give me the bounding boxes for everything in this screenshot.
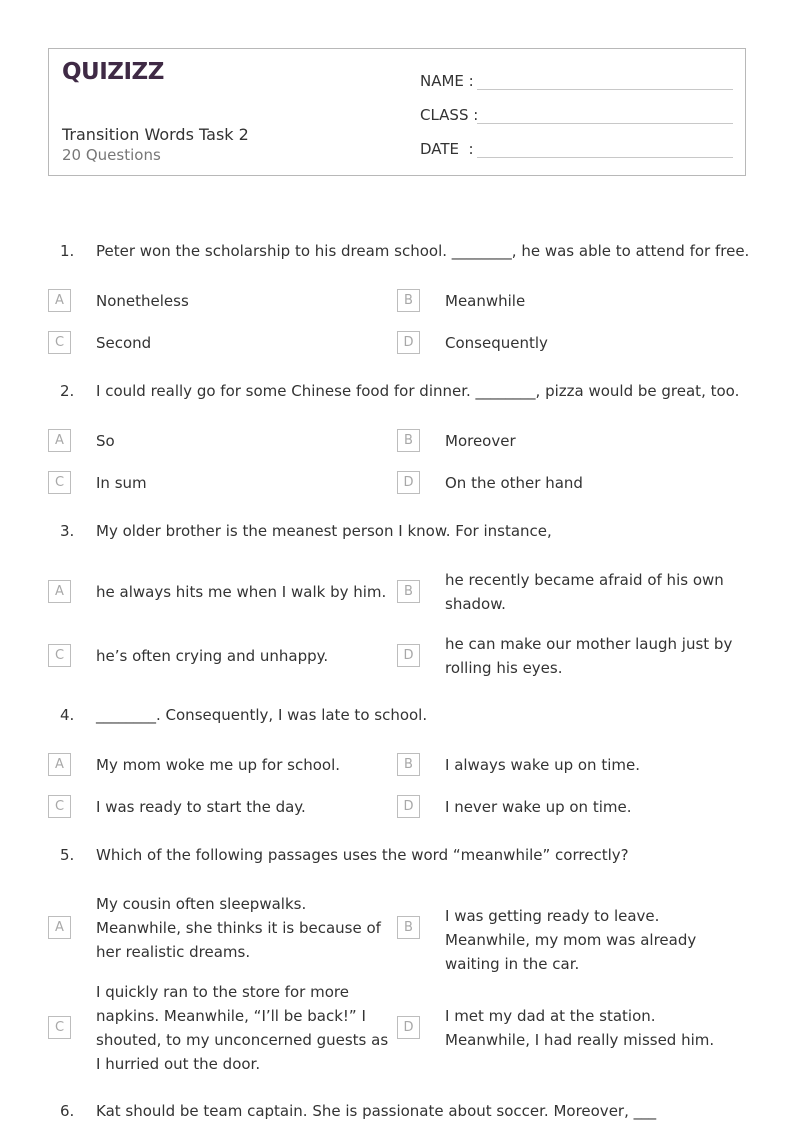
name-field[interactable] xyxy=(420,66,733,90)
option-letter[interactable]: A xyxy=(48,753,71,776)
option-text: he can make our mother laugh just by rolling his eyes. xyxy=(445,635,733,677)
option-letter[interactable]: D xyxy=(397,644,420,667)
option-text: I always wake up on time. xyxy=(445,756,640,774)
question-text: I could really go for some Chinese food for dinner. ________, pizza would be great, too. xyxy=(96,382,740,400)
question-number: 3. xyxy=(60,522,75,540)
option-text: he’s often crying and unhappy. xyxy=(96,647,329,665)
option-text: I was getting ready to leave. Meanwhile, my mom was already waiting in the car. xyxy=(445,907,697,973)
date-line[interactable] xyxy=(477,157,733,158)
option-letter[interactable]: A xyxy=(48,580,71,603)
option-text: Consequently xyxy=(445,334,548,352)
question-number: 6. xyxy=(60,1102,75,1120)
question-text: My older brother is the meanest person I know. For instance, xyxy=(96,522,552,540)
question-number: 1. xyxy=(60,242,75,260)
option-letter[interactable]: C xyxy=(48,471,71,494)
option-text: I met my dad at the station. Meanwhile, I had really missed him. xyxy=(445,1007,715,1049)
option-letter[interactable]: B xyxy=(397,429,420,452)
option-text: My mom woke me up for school. xyxy=(96,756,341,774)
question-number: 5. xyxy=(60,846,75,864)
option-letter[interactable]: D xyxy=(397,1016,420,1039)
question-text: Which of the following passages uses the word “meanwhile” correctly? xyxy=(96,846,629,864)
worksheet-title: Transition Words Task 2 xyxy=(62,125,249,144)
option-text: I never wake up on time. xyxy=(445,798,632,816)
option-text: Second xyxy=(96,334,152,352)
question-number: 2. xyxy=(60,382,75,400)
option-text: On the other hand xyxy=(445,474,583,492)
quizizz-logo: QUIZIZZ xyxy=(62,59,164,85)
option-text: Nonetheless xyxy=(96,292,189,310)
question-count: 20 Questions xyxy=(62,146,161,164)
option-letter[interactable]: B xyxy=(397,916,420,939)
class-field[interactable] xyxy=(420,100,733,124)
option-letter[interactable]: D xyxy=(397,331,420,354)
question-number: 4. xyxy=(60,706,75,724)
name-label: NAME : xyxy=(420,72,474,90)
option-letter[interactable]: C xyxy=(48,331,71,354)
class-line[interactable] xyxy=(477,123,733,124)
option-text: So xyxy=(96,432,115,450)
date-field[interactable] xyxy=(420,134,733,158)
option-text: I quickly ran to the store for more napkins. Meanwhile, “I’ll be back!” I shouted, to my unconcerned guests as I hurried out the door. xyxy=(96,983,389,1073)
option-letter[interactable]: C xyxy=(48,644,71,667)
option-letter[interactable]: B xyxy=(397,580,420,603)
option-text: Moreover xyxy=(445,432,516,450)
option-letter[interactable]: A xyxy=(48,916,71,939)
name-line[interactable] xyxy=(477,89,733,90)
option-letter[interactable]: D xyxy=(397,795,420,818)
option-text: he always hits me when I walk by him. xyxy=(96,583,387,601)
option-text: My cousin often sleepwalks. Meanwhile, she thinks it is because of her realistic dreams. xyxy=(96,895,381,961)
question-text: Kat should be team captain. She is passionate about soccer. Moreover, ___ xyxy=(96,1102,657,1120)
option-text: he recently became afraid of his own shadow. xyxy=(445,571,724,613)
option-letter[interactable]: B xyxy=(397,753,420,776)
class-label: CLASS : xyxy=(420,106,479,124)
worksheet-header xyxy=(48,48,746,176)
option-text: I was ready to start the day. xyxy=(96,798,306,816)
option-letter[interactable]: C xyxy=(48,795,71,818)
question-text: Peter won the scholarship to his dream school. ________, he was able to attend for free. xyxy=(96,242,750,260)
date-label: DATE : xyxy=(420,140,474,158)
option-letter[interactable]: B xyxy=(397,289,420,312)
option-text: Meanwhile xyxy=(445,292,526,310)
option-letter[interactable]: C xyxy=(48,1016,71,1039)
option-letter[interactable]: A xyxy=(48,429,71,452)
question-text: ________. Consequently, I was late to school. xyxy=(96,706,428,724)
option-letter[interactable]: D xyxy=(397,471,420,494)
option-text: In sum xyxy=(96,474,147,492)
option-letter[interactable]: A xyxy=(48,289,71,312)
